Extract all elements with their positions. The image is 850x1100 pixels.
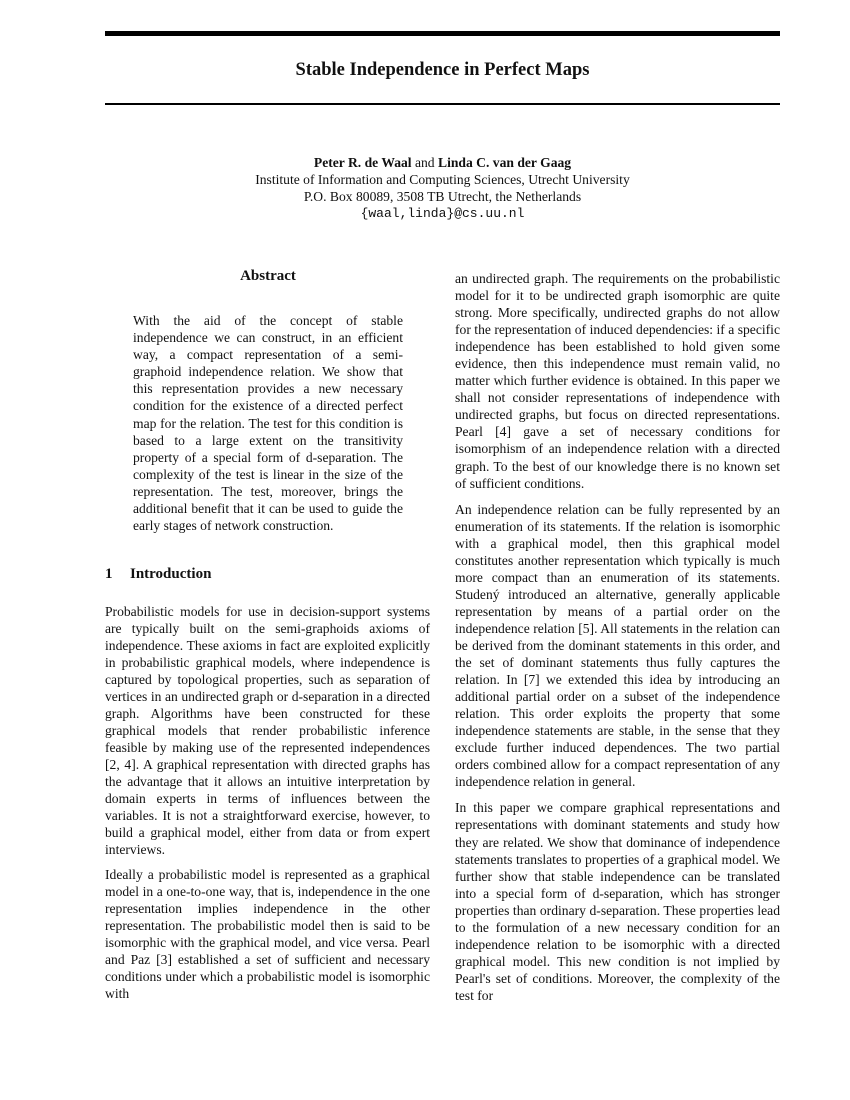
section-title: Introduction xyxy=(130,566,212,582)
paragraph: An independence relation can be fully represented by an enumeration of its statements. If the relation is isomorphic with a graphical model, then this graphical model constitutes another representation which typically is much more compact than an enumeration of its statements. Studený introduced an alternative, generally applicable representation by means of a partial order on the independence relation [5]. All statements in the relation can be derived from the dominant statements in this order, and the set of dominant statements thus fully captures the relation. In [7] we extended this idea by introducing an additional partial order on a subset of the independence relation. This order exploits the property that some independence statements are stable, in the sense that they exclude further induced dependences. The two partial orders combined allow for a compact representation of any independence relation in general. xyxy=(455,501,780,790)
author-1: Peter R. de Waal xyxy=(313,155,412,170)
author-2: Linda C. van der Gaag xyxy=(438,155,572,170)
abstract-text: With the aid of the concept of stable independence we can construct, in an efficient way, a compact representation of a semi-graphoid independence relation. We show that this representation provides a new necessary condition for the existence of a directed perfect map for the relation. The test for this condition is based to a large extent on the transitivity property of a special form of d-separation. The complexity of the test is linear in the size of the representation. The test, moreover, brings the additional benefit that it can be used to guide the early stages of network construction. xyxy=(133,313,403,534)
paragraph: Ideally a probabilistic model is represented as a graphical model in a one-to-one way, that is, independence in the one representation implies independence in the other representation. The probabilistic model then is said to be isomorphic with the graphical model, and vice versa. Pearl and Paz [3] established a set of sufficient and necessary conditions under which a probabilistic model is isomorphic with xyxy=(105,867,430,1001)
author-names xyxy=(105,154,780,171)
left-column xyxy=(105,603,430,1010)
email: {waal,linda}@cs.uu.nl xyxy=(360,206,525,221)
section-heading-introduction xyxy=(105,565,430,583)
address: P.O. Box 80089, 3508 TB Utrecht, the Netherlands xyxy=(303,189,582,204)
paper-title: Stable Independence in Perfect Maps xyxy=(295,60,590,80)
right-column xyxy=(455,270,780,1013)
author-conjunction: and xyxy=(411,155,439,170)
paragraph: In this paper we compare graphical representations and representations with dominant statements and study how they are related. We show that dominance of independence statements translates to properties of a graphical model. We further show that stable independence can be translated into a special form of d-separation, which has stronger properties than ordinary d-separation. These properties lead to the formulation of a new necessary condition for an independence relation to be isomorphic with a directed graphical model. This new condition is not implied by Pearl's set of conditions. Moreover, the complexity of the test for xyxy=(455,800,780,1003)
author-block xyxy=(105,154,780,222)
paragraph: an undirected graph. The requirements on the probabilistic model for it to be undirected graph isomorphic are quite strong. More specifically, undirected graphs do not allow for the representation of induced dependencies: if a specific independence has been established to hold given some evidence, then this independence must remain valid, no matter which further evidence is obtained. In this paper we shall not consider representations of independence with undirected graphs, but focus on directed representations. Pearl [4] gave a set of necessary conditions for isomorphism of an independence relation with a directed graph. To the best of our knowledge there is no known set of sufficient conditions. xyxy=(455,271,780,491)
abstract-heading: Abstract xyxy=(240,268,296,284)
section-number: 1 xyxy=(105,566,113,582)
top-rule xyxy=(105,31,780,36)
paragraph: Probabilistic models for use in decision-support systems are typically built on the semi-graphoids axioms of independence. These axioms in fact are exploited explicitly in probabilistic graphical models, where independence is captured by topological properties, such as separation of vertices in an undirected graph or d-separation in a directed graph. Algorithms have been constructed for these graphical models that render probabilistic inference feasible by making use of the represented independences [2, 4]. A graphical representation with directed graphs has the advantage that it allows an intuitive interpretation by domain experts in terms of influences between the variables. It is not a straightforward exercise, however, to build a graphical model, either from data or from expert interviews. xyxy=(105,604,430,857)
abstract-body xyxy=(133,312,403,542)
affiliation: Institute of Information and Computing Sciences, Utrecht University xyxy=(255,172,630,187)
title-rule xyxy=(105,103,780,105)
